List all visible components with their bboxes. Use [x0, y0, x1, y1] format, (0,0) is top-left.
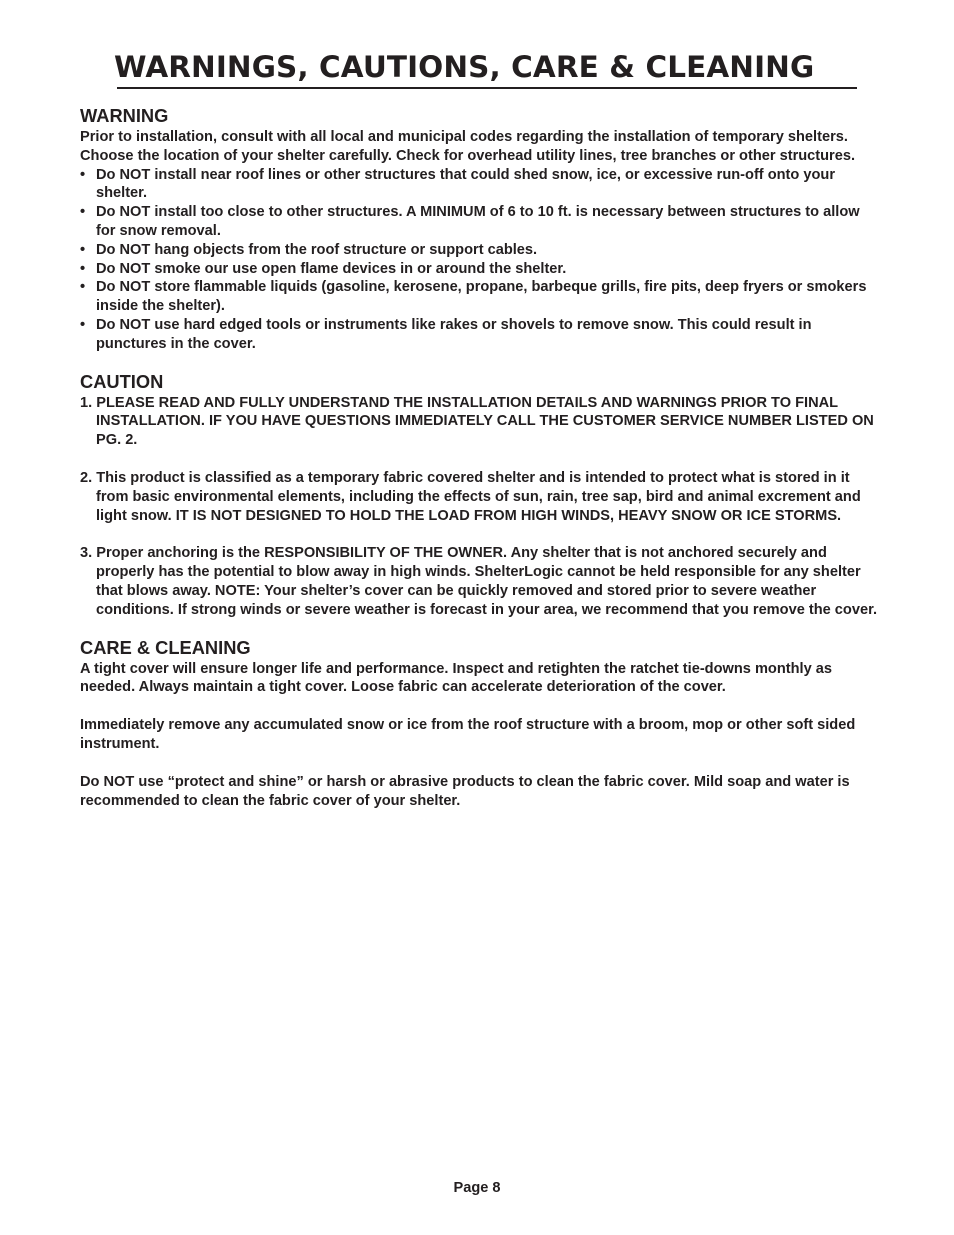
- section-spacer: [80, 620, 880, 636]
- warning-bullet-item: [80, 241, 880, 260]
- page-title: WARNINGS, CAUTIONS, CARE & CLEANING: [114, 50, 815, 84]
- paragraph-spacer: [80, 697, 880, 716]
- warning-bullet-item: [80, 316, 880, 354]
- bullet-icon: •: [80, 316, 86, 333]
- paragraph-spacer: [80, 450, 880, 469]
- warning-bullet-text: Do NOT hang objects from the roof structure or support cables.: [96, 241, 538, 258]
- caution-heading: CAUTION: [80, 370, 164, 392]
- warning-intro: Prior to installation, consult with all local and municipal codes regarding the installation of temporary shelters. Choose the location of your shelter carefully. Check for overhead utility lines, tree branches or other structures.: [80, 129, 856, 164]
- care-paragraph: A tight cover will ensure longer life and performance. Inspect and retighten the ratchet tie-downs monthly as needed. Always maintain a tight cover. Loose fabric can accelerate deterioration of the cover.: [80, 660, 832, 696]
- caution-section: [80, 370, 880, 620]
- warning-bullet-item: [80, 278, 880, 316]
- warning-section: [80, 104, 880, 354]
- warning-bullet-text: Do NOT use hard edged tools or instruments like rakes or shovels to remove snow. This could result in punctures in the cover.: [96, 316, 812, 352]
- caution-item: 3. Proper anchoring is the RESPONSIBILITY OF THE OWNER. Any shelter that is not anchored securely and properly has the potential to blow away in high winds. ShelterLogic cannot be held responsible for any shelter that blows away. NOTE: Your shelter’s cover can be quickly removed and stored prior to severe weather conditions. If strong winds or severe weather is forecast in your area, we recommend that you remove the cover.: [80, 545, 878, 618]
- warning-bullet-text: Do NOT install near roof lines or other structures that could shed snow, ice, or excessive run-off onto your shelter.: [96, 166, 836, 202]
- warning-bullet-text: Do NOT store flammable liquids (gasoline, kerosene, propane, barbeque grills, fire pits, deep fryers or smokers inside the shelter).: [96, 279, 867, 315]
- title-underline: [117, 87, 857, 89]
- warning-bullet-item: [80, 203, 880, 241]
- page-number: Page 8: [453, 1180, 501, 1196]
- warning-bullet-list: [80, 166, 880, 354]
- warning-heading: WARNING: [80, 105, 169, 126]
- bullet-icon: •: [80, 241, 86, 258]
- document-body: [80, 104, 880, 810]
- warning-bullet-text: Do NOT smoke our use open flame devices in or around the shelter.: [96, 260, 567, 277]
- warning-bullet-item: [80, 166, 880, 204]
- paragraph-spacer: [80, 754, 880, 773]
- paragraph-spacer: [80, 525, 880, 544]
- warning-bullet-item: [80, 260, 880, 279]
- caution-item: 1. PLEASE READ AND FULLY UNDERSTAND THE INSTALLATION DETAILS AND WARNINGS PRIOR TO FINAL INSTALLATION. IF YOU HAVE QUESTIONS IMMEDIATELY CALL THE CUSTOMER SERVICE NUMBER LISTED ON PG. 2.: [80, 394, 874, 449]
- section-spacer: [80, 354, 880, 370]
- bullet-icon: •: [80, 166, 86, 183]
- care-cleaning-heading: CARE & CLEANING: [80, 636, 251, 658]
- care-paragraph: Immediately remove any accumulated snow or ice from the roof structure with a broom, mop or other soft sided instrument.: [80, 717, 856, 752]
- warning-bullet-text: Do NOT install too close to other structures. A MINIMUM of 6 to 10 ft. is necessary between structures to allow for snow removal.: [96, 204, 860, 239]
- bullet-icon: •: [80, 260, 86, 277]
- bullet-icon: •: [80, 204, 86, 221]
- care-paragraph: Do NOT use “protect and shine” or harsh or abrasive products to clean the fabric cover. Mild soap and water is recommended to clean the fabric cover of your shelter.: [80, 773, 850, 809]
- bullet-icon: •: [80, 279, 86, 296]
- caution-item: 2. This product is classified as a temporary fabric covered shelter and is intended to protect what is stored in it from basic environmental elements, including the effects of sun, rain, tree sap, bird and animal excrement and light snow. IT IS NOT DESIGNED TO HOLD THE LOAD FROM HIGH WINDS, HEAVY SNOW OR ICE STORMS.: [80, 469, 861, 524]
- care-cleaning-section: [80, 636, 880, 811]
